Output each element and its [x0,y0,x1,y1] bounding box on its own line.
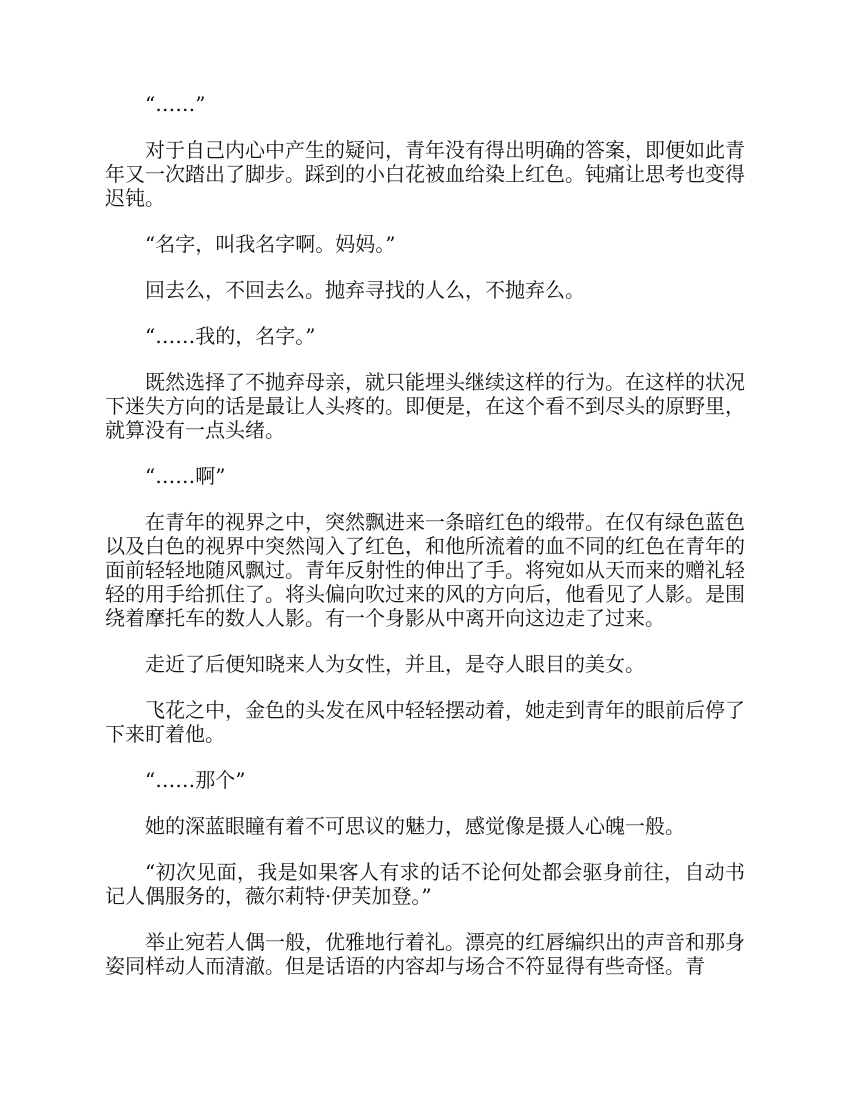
paragraph: 她的深蓝眼瞳有着不可思议的魅力，感觉像是摄人心魄一般。 [145,814,685,838]
paragraph: 举止宛若人偶一般，优雅地行着礼。漂亮的红唇编织出的声音和那身姿同样动人而清澈。但是话语的内容却与场合不符显得有些奇怪。青 [105,930,745,978]
paragraph: 飞花之中，金色的头发在风中轻轻摆动着，她走到青年的眼前后停了下来盯着他。 [105,698,745,746]
paragraph: 对于自己内心中产生的疑问，青年没有得出明确的答案，即便如此青年又一次踏出了脚步。踩到的小白花被血给染上红色。钝痛让思考也变得迟钝。 [105,138,745,210]
paragraph: “名字，叫我名字啊。妈妈。” [145,232,396,256]
paragraph: 既然选择了不抛弃母亲，就只能埋头继续这样的行为。在这样的状况下迷失方向的话是最让人头疼的。即便是，在这个看不到尽头的原野里，就算没有一点头绪。 [105,370,745,442]
body-text [105,92,745,1000]
paragraph: “……” [145,92,206,116]
paragraph: “……我的，名字。” [145,324,316,348]
paragraph: 在青年的视界之中，突然飘进来一条暗红色的缎带。在仅有绿色蓝色以及白色的视界中突然闯入了红色，和他所流着的血不同的红色在青年的面前轻轻地随风飘过。青年反射性的伸出了手。将宛如从天而来的赠礼轻轻的用手给抓住了。将头偏向吹过来的风的方向后，他看见了人影。是围绕着摩托车的数人人影。有一个身影从中离开向这边走了过来。 [105,510,745,630]
paragraph: 回去么，不回去么。抛弃寻找的人么，不抛弃么。 [145,278,585,302]
paragraph: “……那个” [145,768,246,792]
paragraph: 走近了后便知晓来人为女性，并且，是夺人眼目的美女。 [145,652,645,676]
paragraph: “……啊” [145,464,226,488]
paragraph: “初次见面，我是如果客人有求的话不论何处都会驱身前往，自动书记人偶服务的，薇尔莉特·伊芙加登。” [105,860,745,908]
